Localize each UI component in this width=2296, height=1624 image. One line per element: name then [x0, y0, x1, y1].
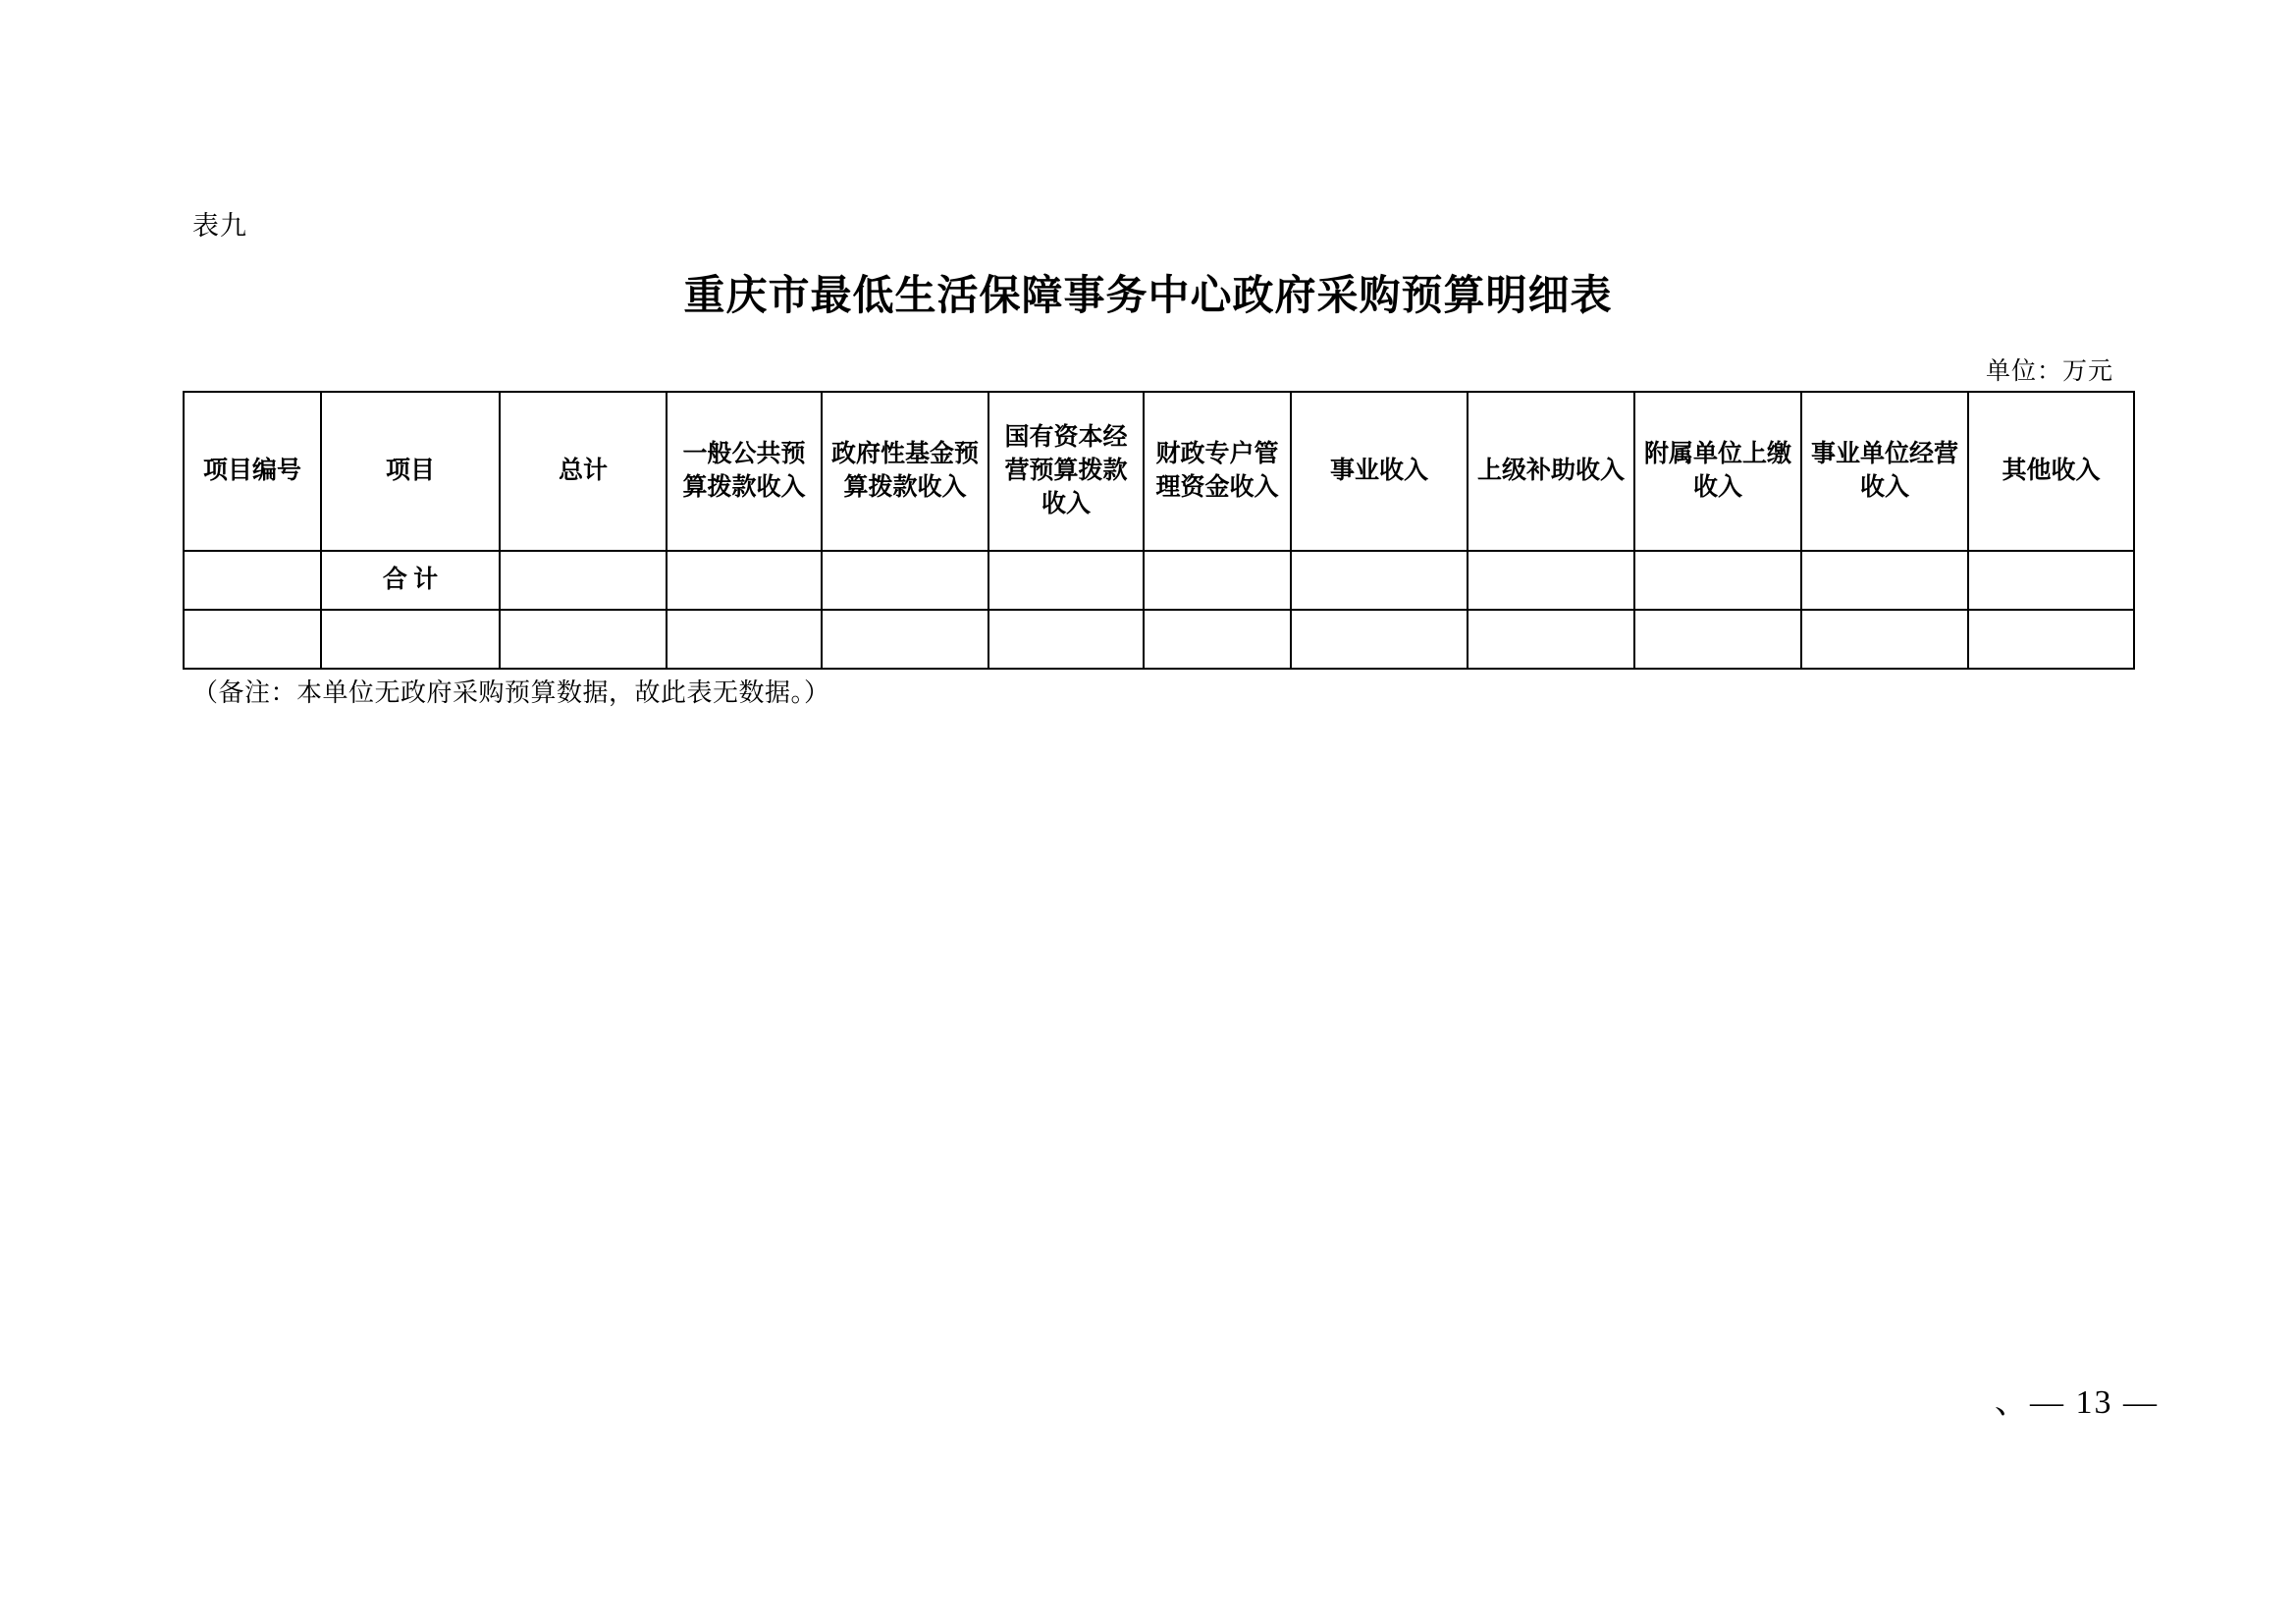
row-empty-cell-superior-subsidy [1468, 610, 1634, 669]
header-cell-state-capital-budget: 国有资本经营预算拨款收入 [988, 392, 1144, 551]
row-total-cell-superior-subsidy [1468, 551, 1634, 610]
header-cell-other-income: 其他收入 [1968, 392, 2134, 551]
page-title: 重庆市最低生活保障事务中心政府采购预算明细表 [683, 274, 1613, 319]
row-empty-cell-other-income [1968, 610, 2134, 669]
table-header-row [184, 392, 2134, 551]
row-empty-cell-general-public-budget [667, 610, 822, 669]
row-empty-label [321, 610, 500, 669]
row-empty-cell-total [500, 610, 667, 669]
page-number: 、— 13 — [1995, 1384, 2159, 1421]
row-total-cell-business-income [1291, 551, 1468, 610]
row-total-cell-general-public-budget [667, 551, 822, 610]
header-cell-operating-income: 事业单位经营收入 [1801, 392, 1968, 551]
row-total-cell-other-income [1968, 551, 2134, 610]
row-total-cell-operating-income [1801, 551, 1968, 610]
unit-note: 单位：万元 [1985, 358, 2113, 385]
header-cell-business-income: 事业收入 [1291, 392, 1468, 551]
table-row [184, 551, 2134, 610]
table-remark: （备注：本单位无政府采购预算数据，故此表无数据。） [192, 678, 830, 707]
row-empty-cell-business-income [1291, 610, 1468, 669]
row-empty-cell-code [184, 610, 321, 669]
row-total-label-code [184, 551, 321, 610]
budget-table-container [183, 391, 2113, 670]
header-cell-fiscal-account-funds: 财政专户管理资金收入 [1144, 392, 1291, 551]
table-label: 表九 [192, 211, 247, 241]
row-total-label: 合 计 [321, 551, 500, 610]
header-cell-superior-subsidy: 上级补助收入 [1468, 392, 1634, 551]
header-cell-general-public-budget: 一般公共预算拨款收入 [667, 392, 822, 551]
row-total-cell-state-capital-budget [988, 551, 1144, 610]
header-cell-subordinate-remittance: 附属单位上缴收入 [1634, 392, 1801, 551]
row-total-cell-total [500, 551, 667, 610]
header-cell-total: 总计 [500, 392, 667, 551]
row-empty-cell-operating-income [1801, 610, 1968, 669]
header-cell-project: 项目 [321, 392, 500, 551]
row-total-cell-subordinate-remittance [1634, 551, 1801, 610]
row-empty-cell-state-capital-budget [988, 610, 1144, 669]
row-total-cell-government-fund-budget [822, 551, 988, 610]
header-cell-project-code: 项目编号 [184, 392, 321, 551]
table-row [184, 610, 2134, 669]
row-empty-cell-fiscal-account-funds [1144, 610, 1291, 669]
header-cell-government-fund-budget: 政府性基金预算拨款收入 [822, 392, 988, 551]
row-empty-cell-government-fund-budget [822, 610, 988, 669]
row-total-cell-fiscal-account-funds [1144, 551, 1291, 610]
procurement-budget-table [183, 391, 2135, 670]
row-empty-cell-subordinate-remittance [1634, 610, 1801, 669]
